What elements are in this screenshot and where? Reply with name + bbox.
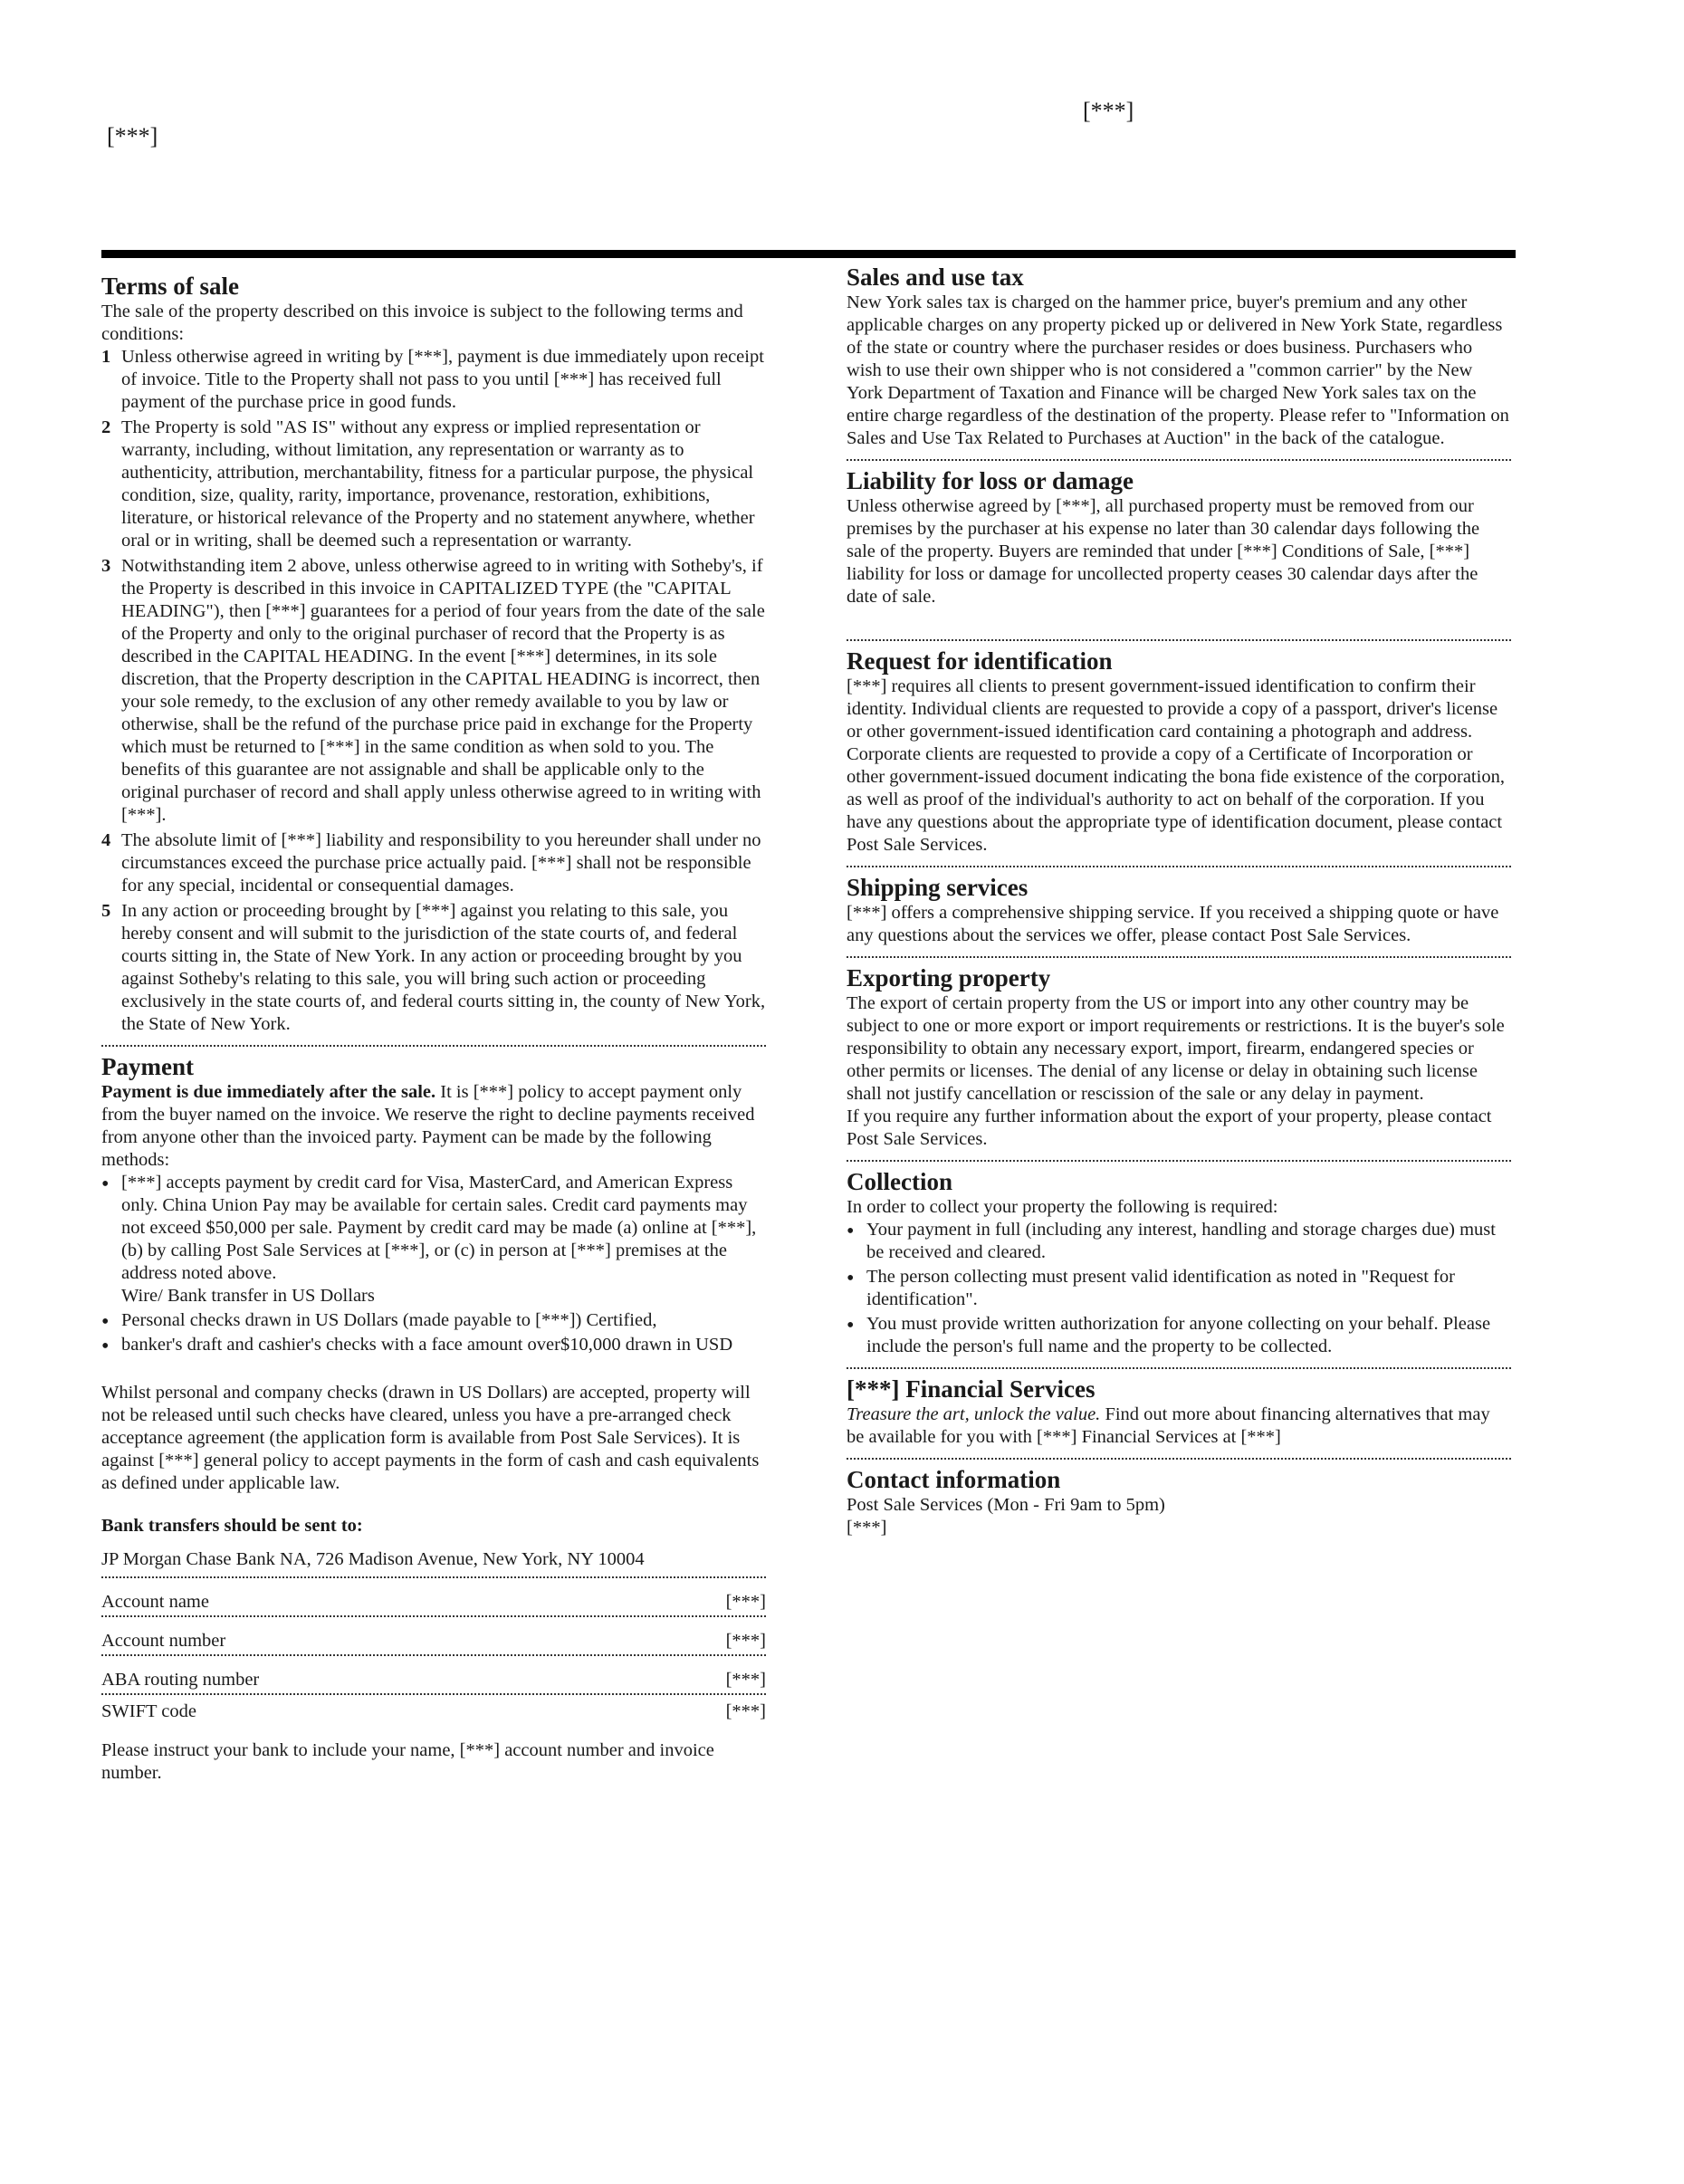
list-item: 5 In any action or proceeding brought by [***] against you relating to this sale, you hereby consent and will submit to the jurisdiction of the state courts of, and federal courts sitting in, the State of New York. In any action or proceeding brought by you against Sotheby's relating to this sale, you will bring such action or proceeding exclusively in the state courts of, and federal courts sitting in, the county of New York, the State of New York. [101,901,766,1034]
shipping-text: [***] offers a comprehensive shipping service. If you received a shipping quote or have any questions about the services we offer, please contact Post Sale Services. [847,903,1499,945]
divider [847,1367,1511,1369]
divider [847,1160,1511,1162]
payment-title: Payment [101,1053,194,1080]
list-item: • Your payment in full (including any interest, handling and storage charges due) must be received and cleared. [847,1219,1511,1264]
collection-intro: In order to collect your property the following is required: [847,1197,1278,1217]
bank-row-aba-routing: ABA routing number [***] [101,1665,766,1695]
exporting-title: Exporting property [847,964,1051,991]
payment-checks-paragraph: Whilst personal and company checks (drawn in US Dollars) are accepted, property will not be released until such checks have cleared, unless you have a pre-arranged check acceptance agreement (the application form is available from Post Sale Services). It is against [***] general policy to accept payments in the form of cash and cash equivalents as defined under applicable law. [101,1383,760,1493]
divider [847,866,1511,867]
bank-row-account-name: Account name [***] [101,1587,766,1617]
list-item: • Personal checks drawn in US Dollars (made payable to [***]) Certified, [101,1309,766,1332]
shipping-title: Shipping services [847,874,1029,901]
divider [847,956,1511,958]
contact-redacted: [***] [847,1518,887,1537]
payment-lead: Payment is due immediately after the sale. It is [***] policy to accept payment only from the buyer named on the invoice. We reserve the right to decline payments received from anyone other than the invoiced party. Payment can be made by the following methods: [101,1082,755,1170]
bank-row-account-number: Account number [***] [101,1626,766,1656]
financial-services-title: [***] Financial Services [847,1375,1096,1403]
list-item: 3 Notwithstanding item 2 above, unless otherwise agreed to in writing with Sotheby's, if the Property is described in this invoice in CAPITALIZED TYPE (the "CAPITAL HEADING"), then [***] guarantees for a period of four years from the date of the sale of the Property and only to the original purchaser of record that the Property is as described in the CAPITAL HEADING. In the event [***] determines, in its sole discretion, that the Property description in the CAPITAL HEADING is incorrect, then your sole remedy, to the exclusion of any other remedy available to you by law or otherwise, shall be the refund of the purchase price paid in exchange for the Property which must be returned to [***] in the same condition as when sold to you. The benefits of this guarantee are not assignable and shall be applicable only to the original purchaser of record and shall apply unless otherwise agreed to in writing with [***]. [101,556,765,825]
payment-methods-list [101,1172,766,1356]
list-item: • You must provide written authorization for anyone collecting on your behalf. Please include the person's full name and the property to be collected. [847,1313,1511,1358]
list-item: 4 The absolute limit of [***] liability and responsibility to you hereunder shall under no circumstances exceed the purchase price actually paid. [***] shall not be responsible for any special, incidental or consequential damages. [101,830,761,896]
financial-services-text: Treasure the art, unlock the value. Find out more about financing alternatives that may be available for you with [***] Financial Services at [***] [847,1404,1490,1447]
terms-of-sale-title: Terms of sale [101,273,239,300]
terms-intro: The sale of the property described on this invoice is subject to the following terms and conditions: [101,302,743,344]
divider [847,639,1511,641]
right-column [847,263,1511,1539]
bank-instructions: Please instruct your bank to include your name, [***] account number and invoice number. [101,1740,714,1783]
header-rule [101,250,1516,258]
liability-title: Liability for loss or damage [847,467,1134,494]
exporting-text: The export of certain property from the US or import into any other country may be subject to one or more export or import requirements or restrictions. It is the buyer's sole responsibility to obtain any necessary export, import, firearm, endangered species or other permits or licenses. The denial of any license or delay in obtaining such license shall not justify cancellation or rescission of the sale or any delay in payment. [847,993,1505,1104]
collection-title: Collection [847,1168,952,1195]
sales-tax-title: Sales and use tax [847,263,1024,291]
identification-text: [***] requires all clients to present government-issued identification to confirm their identity. Individual clients are requested to provide a copy of a passport, driver's license or other government-issued identification card containing a photograph and address. Corporate clients are requested to provide a copy of a Certificate of Incorporation or other government-issued document indicating the bona fide existence of the corporation, as well as proof of the individual's authority to act on behalf of the corporation. If you have any questions about the appropriate type of identification document, please contact Post Sale Services. [847,676,1505,855]
bank-transfers-heading: Bank transfers should be sent to: [101,1516,363,1536]
collection-list [847,1219,1511,1358]
header-redacted-left: [***] [107,123,158,149]
bank-address: JP Morgan Chase Bank NA, 726 Madison Avenue, New York, NY 10004 [101,1548,766,1578]
left-column [101,263,766,1785]
list-item: • The person collecting must present valid identification as noted in "Request for identification". [847,1266,1511,1311]
bank-row-swift: SWIFT code [***] [101,1701,766,1721]
sales-tax-text: New York sales tax is charged on the hammer price, buyer's premium and any other applicable charges on any property picked up or delivered in New York State, regardless of the state or country where the purchaser resides or does business. Purchasers who wish to use their own shipper who is not considered a "common carrier" by the New York Department of Taxation and Finance will be charged New York sales tax on the entire charge regardless of the destination of the property. Please refer to "Information on Sales and Use Tax Related to Purchases at Auction" in the back of the catalogue. [847,292,1509,448]
list-item: • [***] accepts payment by credit card for Visa, MasterCard, and American Express only. China Union Pay may be available for certain sales. Credit card payments may not exceed $50,000 per sale. Payment by credit card may be made (a) online at [***], (b) by calling Post Sale Services at [***], or (c) in person at [***] premises at the address noted above. Wire/ Bank transfer in US Dollars [101,1172,766,1308]
list-item: 2 The Property is sold "AS IS" without any express or implied representation or warranty, including, without limitation, any representation or warranty as to authenticity, attribution, merchantability, fitness for a particular purpose, the physical condition, size, quality, rarity, importance, provenance, restoration, exhibitions, literature, or historical relevance of the Property and no statement anywhere, whether oral or in writing, shall be deemed such a representation or warranty. [101,417,755,551]
liability-text: Unless otherwise agreed by [***], all purchased property must be removed from our premises by the purchaser at his expense no later than 30 calendar days following the sale of the property. Buyers are reminded that under [***] Conditions of Sale, [***] liability for loss or damage for uncollected property ceases 30 calendar days after the date of sale. [847,496,1480,607]
exporting-contact: If you require any further information about the export of your property, please contact Post Sale Services. [847,1106,1492,1149]
contact-hours: Post Sale Services (Mon - Fri 9am to 5pm) [847,1495,1165,1515]
identification-title: Request for identification [847,647,1113,675]
divider [847,459,1511,461]
list-item: 1 Unless otherwise agreed in writing by [***], payment is due immediately upon receipt of invoice. Title to the Property shall not pass to you until [***] has received full payment of the purchase price in good funds. [101,347,764,412]
contact-title: Contact information [847,1466,1061,1493]
divider [101,1045,766,1047]
list-item: • banker's draft and cashier's checks with a face amount over$10,000 drawn in USD [101,1334,766,1356]
terms-list [101,346,766,1036]
header-redacted-right: [***] [1083,98,1134,124]
divider [847,1458,1511,1460]
